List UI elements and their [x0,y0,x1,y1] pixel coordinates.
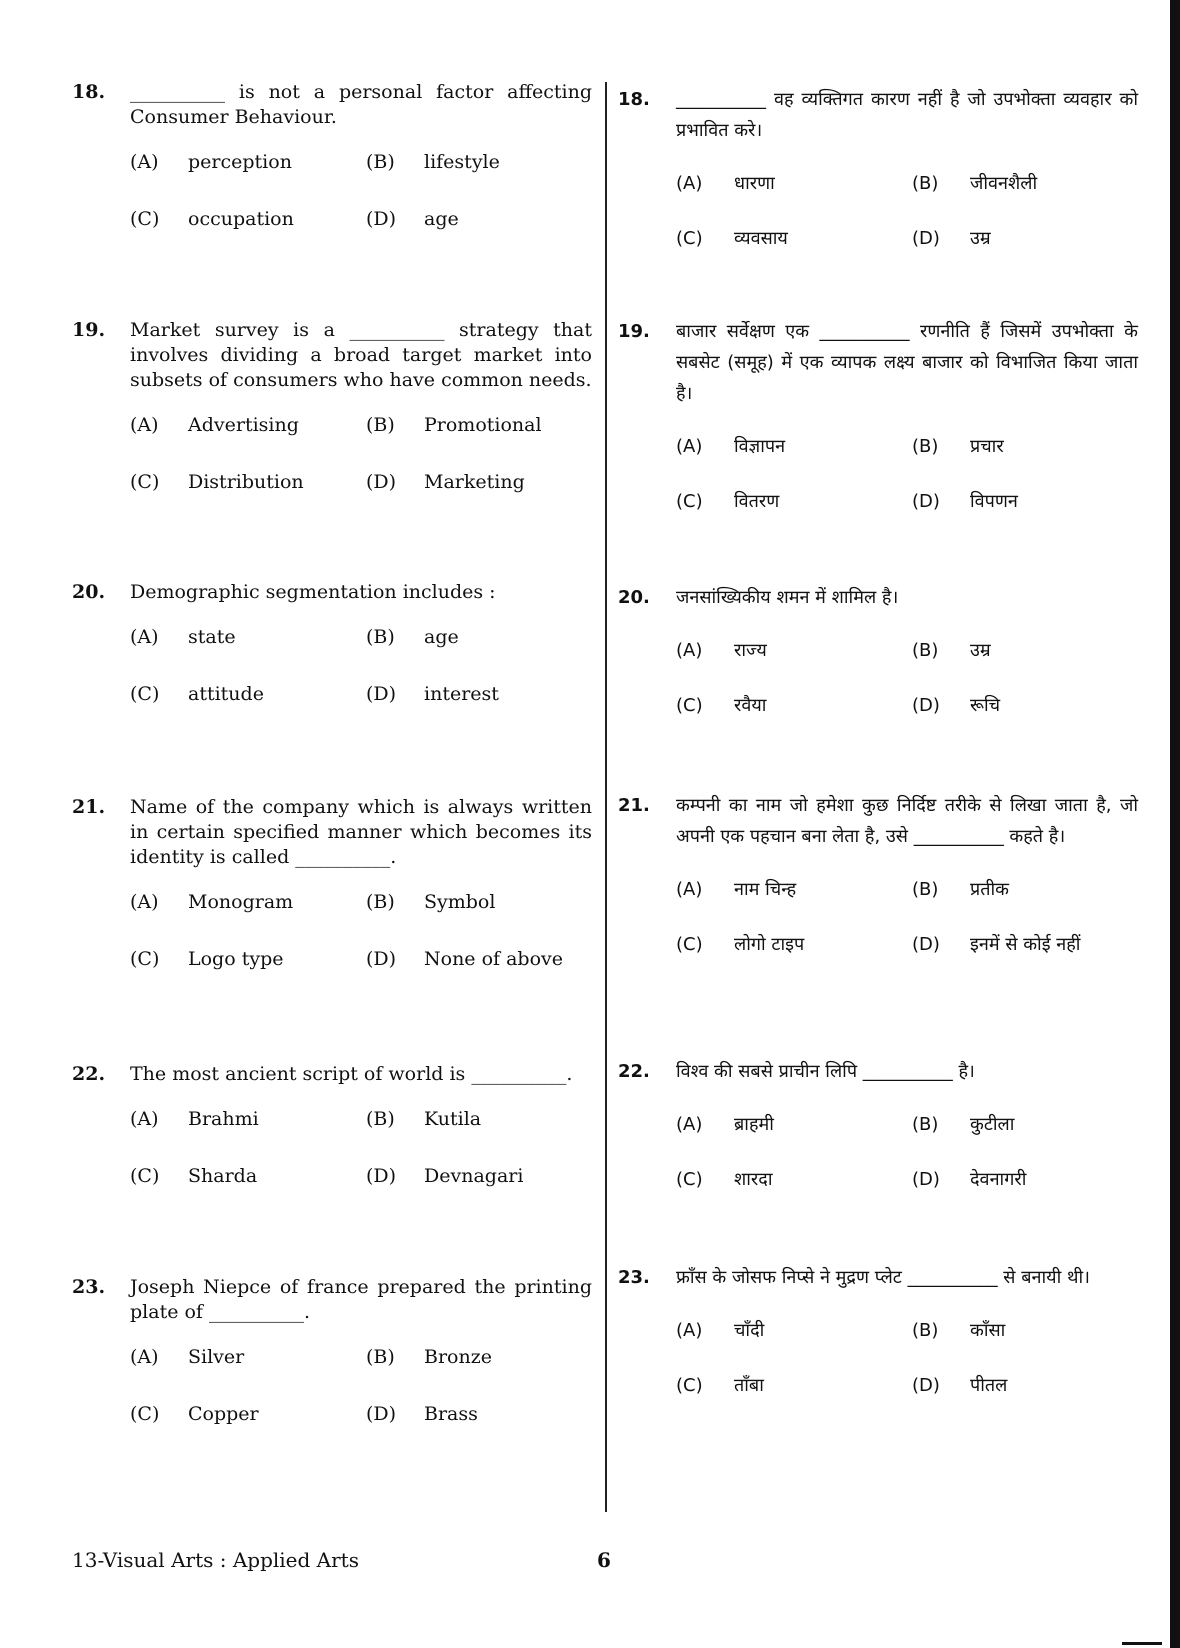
options [130,890,592,1004]
option-text: व्यवसाय [734,228,788,249]
options [676,1109,1138,1219]
option-text: ताँबा [734,1375,764,1396]
option-label: (B) [366,891,395,913]
option [130,947,283,972]
option-text: विपणन [970,491,1018,512]
options-row [130,1345,592,1402]
option [366,470,525,495]
option [130,890,293,915]
page-number: 6 [597,1548,611,1572]
option [130,1164,257,1189]
option-label: (B) [912,436,939,457]
question-text: Market survey is a __________ strategy that involves dividing a broad target market into subsets of consumers who have common needs. [130,319,592,391]
option-label: (B) [366,626,395,648]
options-row [676,690,1138,745]
option-label: (D) [912,491,940,512]
option-text: राज्य [734,640,767,661]
options-row [130,150,592,207]
option-text: age [424,208,459,230]
option [912,1370,1007,1401]
option-label: (A) [676,640,703,661]
option [912,635,991,666]
option-label: (C) [676,491,703,512]
options-row [130,947,592,1004]
option-label: (D) [366,471,397,493]
option-text: None of above [424,948,564,970]
option-text: Marketing [424,471,525,493]
options [130,413,592,527]
option-label: (D) [366,948,397,970]
question-number: 18. [618,89,650,110]
option-text: धारणा [734,173,775,194]
option [912,690,1000,721]
option-text: age [424,626,459,648]
question-en [72,795,592,1004]
option [130,1107,259,1132]
option-text: Devnagari [424,1165,524,1187]
option [676,929,804,960]
option [912,1109,1014,1140]
question-text: The most ancient script of world is __________. [130,1063,573,1085]
question-number: 23. [72,1276,106,1298]
option-label: (B) [912,173,939,194]
column-divider [605,82,607,1512]
options-row [676,635,1138,690]
option-label: (A) [130,891,159,913]
question-number: 19. [72,319,106,341]
option-text: रवैया [734,695,767,716]
option-text: इनमें से कोई नहीं [970,934,1081,955]
question-hi [618,582,1138,745]
option-label: (D) [366,683,397,705]
question-text: फ्राँस के जोसफ निप्से ने मुद्रण प्लेट __________ से बनायी थी। [676,1267,1090,1288]
footer-subject: 13-Visual Arts : Applied Arts [72,1548,359,1572]
option-label: (A) [130,1346,159,1368]
option-label: (D) [912,1169,940,1190]
option-text: Logo type [188,948,284,970]
options-row [676,874,1138,929]
question-hi [618,84,1138,278]
options [130,150,592,264]
options [130,1345,592,1459]
option-text: ब्राहमी [734,1114,774,1135]
options-row [130,890,592,947]
option [366,1402,478,1427]
option [130,1345,244,1370]
question-text: विश्व की सबसे प्राचीन लिपि __________ है। [676,1061,975,1082]
option-text: प्रचार [970,436,1004,457]
option [366,207,459,232]
option [366,625,459,650]
option-text: Advertising [188,414,299,436]
option-label: (C) [130,208,160,230]
option [912,168,1037,199]
option-label: (C) [130,683,160,705]
options-row [130,413,592,470]
question-text: जनसांख्यिकीय शमन में शामिल है। [676,587,899,608]
option [366,1107,481,1132]
option [676,431,785,462]
option-label: (B) [912,640,939,661]
option-label: (D) [366,1165,397,1187]
question-text: __________ वह व्यक्तिगत कारण नहीं है जो उपभोक्ता व्यवहार को प्रभावित करे। [676,89,1138,141]
page-edge-bar [1170,0,1180,1648]
option-label: (A) [676,1320,703,1341]
option-label: (B) [912,1320,939,1341]
question-text: Joseph Niepce of france prepared the printing plate of __________. [130,1276,592,1323]
option-text: Brahmi [188,1108,259,1130]
option-label: (A) [676,1114,703,1135]
options [676,874,1138,984]
option [130,150,292,175]
options-row [676,168,1138,223]
option-label: (D) [912,1375,940,1396]
option-label: (B) [912,1114,939,1135]
options [130,1107,592,1221]
question-number: 21. [72,796,106,818]
option-label: (C) [676,1169,703,1190]
option [676,1370,764,1401]
option-text: चाँदी [734,1320,765,1341]
option [912,1164,1026,1195]
question-text: Demographic segmentation includes : [130,581,496,603]
option-text: perception [188,151,292,173]
question-number: 22. [72,1063,106,1085]
question-en [72,580,592,739]
options-row [676,223,1138,278]
option-text: Copper [188,1403,259,1425]
option [130,682,264,707]
options-row [130,1164,592,1221]
options [676,1315,1138,1425]
option-label: (B) [366,1108,395,1130]
option-label: (D) [912,934,940,955]
option-label: (A) [130,1108,159,1130]
question-en [72,1062,592,1221]
option-label: (C) [130,1165,160,1187]
option-text: नाम चिन्ह [734,879,797,900]
option-text: वितरण [734,491,780,512]
option [676,1109,774,1140]
option [366,890,495,915]
option-label: (A) [130,151,159,173]
option-text: उम्र [970,228,991,249]
option [366,413,542,438]
question-text: बाजार सर्वेक्षण एक __________ रणनीति हैं जिसमें उपभोक्ता के सबसेट (समूह) में एक व्यापक लक्ष्य बाजार को विभाजित किया जाता है। [676,321,1138,404]
question-number: 20. [618,587,650,608]
question-number: 22. [618,1061,650,1082]
options-row [130,625,592,682]
question-hi [618,1056,1138,1219]
option-text: प्रतीक [970,879,1009,900]
option-text: शारदा [734,1169,773,1190]
options-row [676,431,1138,486]
option [912,431,1004,462]
options-row [130,207,592,264]
option-label: (D) [366,208,397,230]
option-text: जीवनशैली [970,173,1038,194]
option-text: Silver [188,1346,245,1368]
option-text: Promotional [424,414,542,436]
option-text: state [188,626,236,648]
option-text: Kutila [424,1108,482,1130]
option [130,1402,259,1427]
options-row [130,1107,592,1164]
option-text: Monogram [188,891,294,913]
options-row [676,1315,1138,1370]
options [676,635,1138,745]
option [676,1164,772,1195]
option-text: Distribution [188,471,304,493]
option [912,223,991,254]
option-text: interest [424,683,499,705]
option-label: (B) [366,151,395,173]
option-text: देवनागरी [970,1169,1027,1190]
options-row [676,1370,1138,1425]
option-text: Bronze [424,1346,492,1368]
option-label: (B) [366,1346,395,1368]
option-label: (A) [130,626,159,648]
option [912,486,1018,517]
options [676,431,1138,541]
option-label: (A) [676,879,703,900]
option-text: कुटीला [970,1114,1015,1135]
option [366,682,499,707]
option-text: attitude [188,683,264,705]
option-label: (C) [676,934,703,955]
option [366,150,500,175]
option [676,168,775,199]
option-label: (D) [912,695,940,716]
option-text: Sharda [188,1165,258,1187]
option-label: (A) [130,414,159,436]
question-number: 21. [618,795,650,816]
question-hi [618,790,1138,984]
option-label: (B) [366,414,395,436]
option-text: Brass [424,1403,478,1425]
question-hi [618,1262,1138,1425]
options [676,168,1138,278]
question-en [72,1275,592,1459]
option [676,486,779,517]
option [912,874,1009,905]
question-en [72,318,592,527]
option-text: लोगो टाइप [734,934,805,955]
options-row [676,1164,1138,1219]
option [912,929,1080,960]
option [676,223,788,254]
question-number: 18. [72,81,106,103]
option [912,1315,1005,1346]
option-label: (D) [366,1403,397,1425]
option-text: विज्ञापन [734,436,786,457]
options-row [676,929,1138,984]
option-label: (C) [676,228,703,249]
option-label: (A) [676,173,703,194]
option-text: काँसा [970,1320,1006,1341]
option-label: (D) [912,228,940,249]
option [130,413,299,438]
option [366,1345,492,1370]
option-label: (B) [912,879,939,900]
option-text: Symbol [424,891,496,913]
option [366,947,563,972]
options-row [130,682,592,739]
option-label: (C) [676,695,703,716]
question-number: 19. [618,321,650,342]
option [130,207,294,232]
option [130,625,236,650]
option-text: उम्र [970,640,991,661]
options [130,625,592,739]
options-row [676,1109,1138,1164]
question-en [72,80,592,264]
option [676,635,767,666]
question-text: कम्पनी का नाम जो हमेशा कुछ निर्दिष्ट तरीके से लिखा जाता है, जो अपनी एक पहचान बना लेता है, उसे __________ कहते है। [676,795,1138,847]
options-row [130,1402,592,1459]
option [130,470,304,495]
option-label: (C) [130,948,160,970]
question-number: 23. [618,1267,650,1288]
question-text: __________ is not a personal factor affecting Consumer Behaviour. [130,81,592,128]
bottom-mark [1122,1642,1162,1645]
question-number: 20. [72,581,106,603]
option-text: रूचि [970,695,1001,716]
option [676,874,796,905]
option-label: (A) [676,436,703,457]
option-label: (C) [676,1375,703,1396]
option [366,1164,523,1189]
option [676,1315,764,1346]
option-text: lifestyle [424,151,500,173]
option-label: (C) [130,471,160,493]
question-text: Name of the company which is always written in certain specified manner which becomes its identity is called __________. [130,796,592,868]
option-label: (C) [130,1403,160,1425]
option [676,690,766,721]
option-text: occupation [188,208,294,230]
options-row [130,470,592,527]
option-text: पीतल [970,1375,1008,1396]
question-hi [618,316,1138,541]
options-row [676,486,1138,541]
